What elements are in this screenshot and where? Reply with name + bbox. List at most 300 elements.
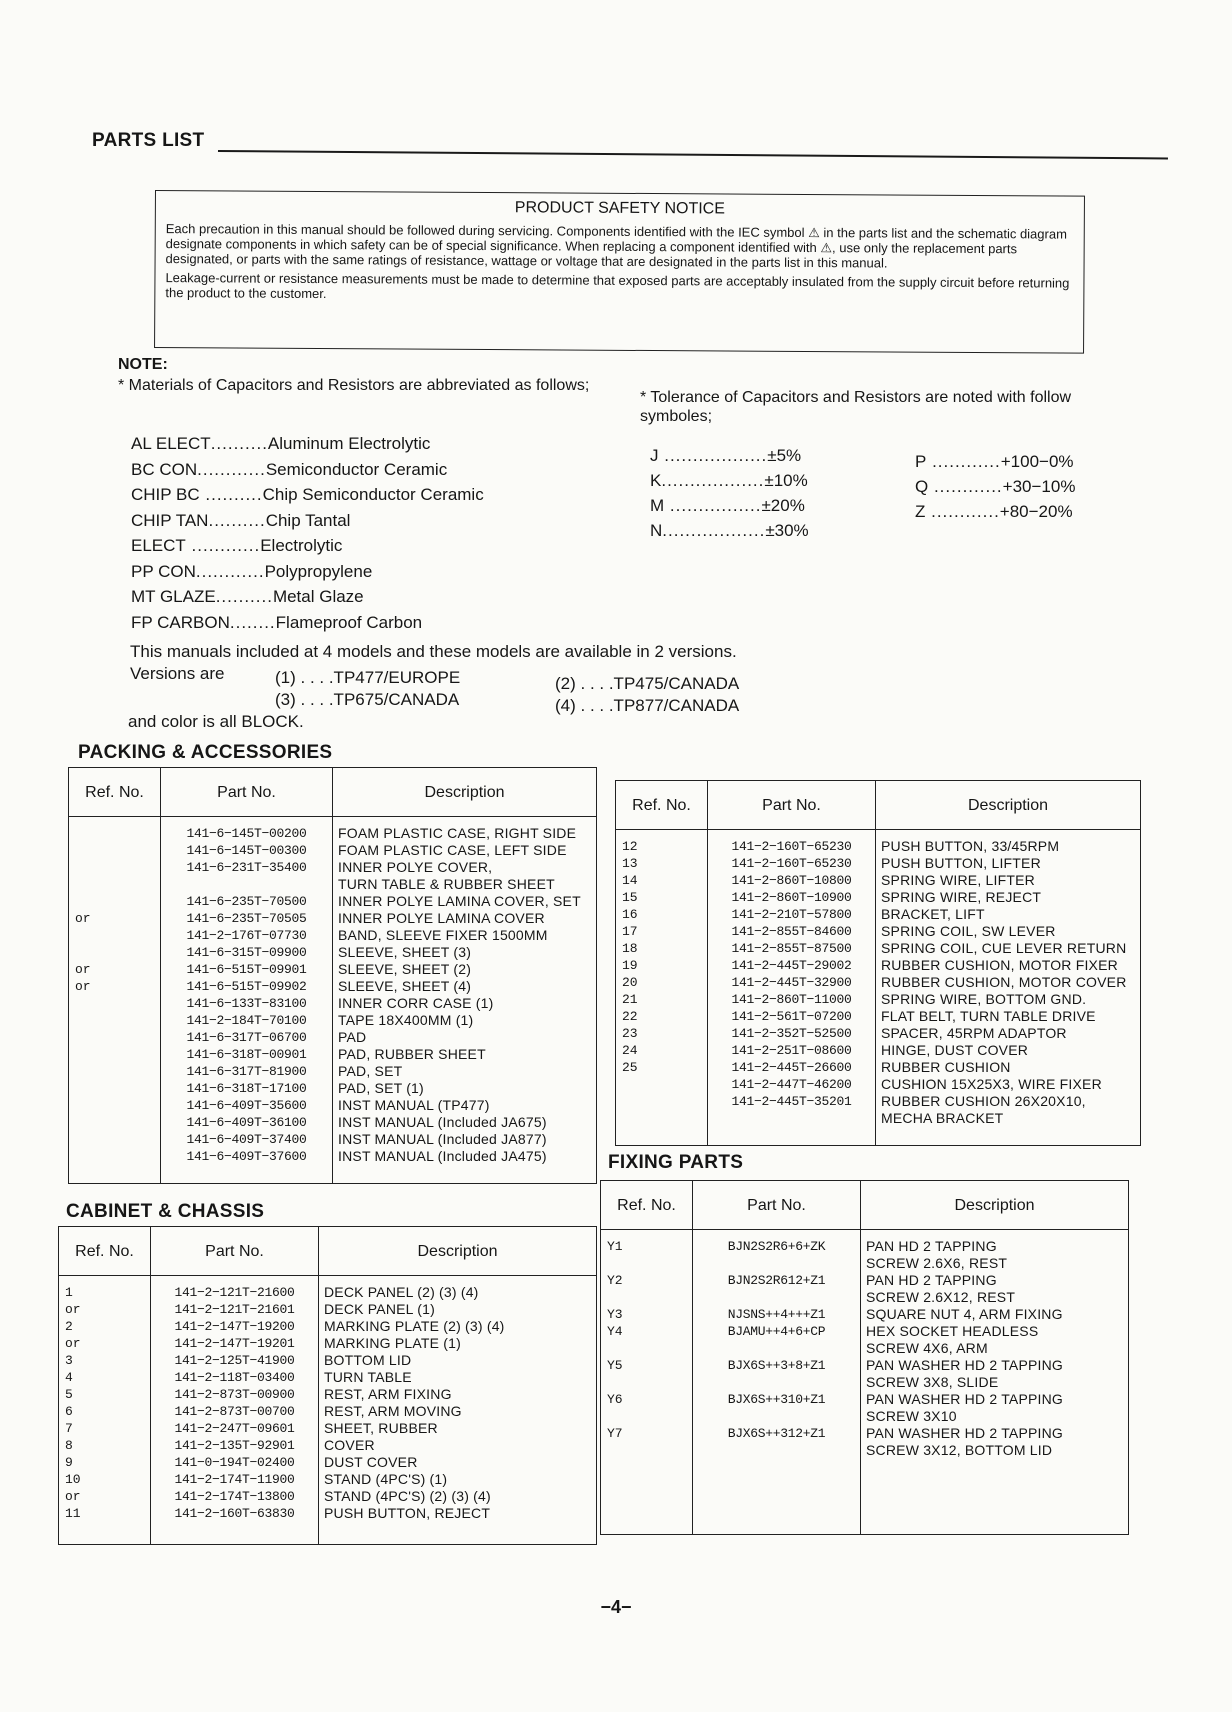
description-cell: FLAT BELT, TURN TABLE DRIVE xyxy=(876,1008,1141,1025)
part-number-cell: 141−2−176T−07730 xyxy=(161,927,333,944)
fixing-title: FIXING PARTS xyxy=(608,1152,744,1173)
part-number-cell: NJSNS++4+++Z1 xyxy=(693,1306,861,1323)
ref-cell xyxy=(69,825,161,842)
parts-list-title: PARTS LIST xyxy=(92,130,205,151)
table-row xyxy=(616,940,1141,957)
part-number-cell: 141−2−174T−13800 xyxy=(151,1488,319,1505)
table-filler-cell xyxy=(333,1165,597,1184)
part-number-cell: 141−2−860T−11000 xyxy=(708,991,876,1008)
ref-header: Ref. No. xyxy=(616,781,708,830)
table-row xyxy=(69,961,597,978)
abbreviation-code: FP CARBON xyxy=(131,612,230,632)
tolerance-dots: ................ xyxy=(664,496,762,515)
table-row xyxy=(601,1238,1129,1255)
ref-cell xyxy=(69,944,161,961)
part-number-cell: 141−2−121T−21601 xyxy=(151,1301,319,1318)
ref-cell: 13 xyxy=(616,855,708,872)
table-row xyxy=(601,1442,1129,1459)
ref-cell: 19 xyxy=(616,957,708,974)
description-cell: HEX SOCKET HEADLESS xyxy=(861,1323,1129,1340)
table-spacer-row xyxy=(601,1230,1129,1239)
table-spacer-cell xyxy=(708,830,876,839)
description-cell: SPRING COIL, CUE LEVER RETURN xyxy=(876,940,1141,957)
abbreviation-code: AL ELECT xyxy=(131,434,211,453)
part-number-cell: 141−2−160T−63830 xyxy=(151,1505,319,1522)
tolerance-dots: ............ xyxy=(928,477,1003,496)
description-cell: BAND, SLEEVE FIXER 1500MM xyxy=(333,927,597,944)
abbreviation-dots: .......... xyxy=(199,485,263,504)
ref-cell: 17 xyxy=(616,923,708,940)
part-number-cell: BJX6S++310+Z1 xyxy=(693,1391,861,1408)
version-2: (2) . . . .TP475/CANADA xyxy=(555,674,740,693)
tolerance-row xyxy=(915,452,1074,472)
table-filler-row xyxy=(616,1127,1141,1146)
description-cell: FOAM PLASTIC CASE, LEFT SIDE xyxy=(333,842,597,859)
abbreviation-dots: ............ xyxy=(195,561,265,581)
description-cell: TAPE 18X400MM (1) xyxy=(333,1012,597,1029)
table-row xyxy=(69,1063,597,1080)
part-header: Part No. xyxy=(708,781,876,830)
part-number-cell: 141−6−409T−37400 xyxy=(161,1131,333,1148)
ref-cell xyxy=(69,876,161,893)
parts-list-rule xyxy=(218,150,1168,159)
ref-cell: 3 xyxy=(59,1352,151,1369)
ref-header: Ref. No. xyxy=(601,1181,693,1230)
table-spacer-cell xyxy=(861,1230,1129,1239)
part-number-cell: 141−6−315T−09900 xyxy=(161,944,333,961)
ref-cell xyxy=(616,1110,708,1127)
ref-cell xyxy=(69,1029,161,1046)
table-row xyxy=(616,1059,1141,1076)
ref-cell: or xyxy=(59,1488,151,1505)
ref-cell xyxy=(601,1374,693,1391)
table-spacer-cell xyxy=(151,1276,319,1285)
description-cell: COVER xyxy=(319,1437,597,1454)
part-number-cell: 141−2−147T−19200 xyxy=(151,1318,319,1335)
abbreviation-row xyxy=(131,485,484,505)
part-number-cell: 141−6−409T−37600 xyxy=(161,1148,333,1165)
abbreviation-meaning: Semiconductor Ceramic xyxy=(265,459,448,479)
part-number-cell: 141−2−251T−08600 xyxy=(708,1042,876,1059)
table-spacer-cell xyxy=(601,1230,693,1239)
ref-cell: 22 xyxy=(616,1008,708,1025)
ref-cell xyxy=(69,1148,161,1165)
table-filler-cell xyxy=(151,1522,319,1545)
part-number-cell: 141−2−247T−09601 xyxy=(151,1420,319,1437)
ref-cell: 11 xyxy=(59,1505,151,1522)
table-row xyxy=(616,1025,1141,1042)
ref-cell: or xyxy=(69,978,161,995)
ref-cell: 12 xyxy=(616,838,708,855)
part-number-cell: 141−2−860T−10800 xyxy=(708,872,876,889)
table-row xyxy=(601,1289,1129,1306)
part-number-cell: 141−6−133T−83100 xyxy=(161,995,333,1012)
table-spacer-row xyxy=(69,817,597,826)
table-row xyxy=(69,1131,597,1148)
description-header: Description xyxy=(319,1227,597,1276)
ref-cell xyxy=(601,1289,693,1306)
table-row xyxy=(69,978,597,995)
part-number-cell: 141−2−873T−00900 xyxy=(151,1386,319,1403)
part-number-cell: 141−2−447T−46200 xyxy=(708,1076,876,1093)
abbreviation-dots: .......... xyxy=(208,510,266,530)
table-row xyxy=(601,1357,1129,1374)
table-row xyxy=(69,825,597,842)
safety-notice-box xyxy=(154,190,1085,354)
version-3: (3) . . . .TP675/CANADA xyxy=(275,690,460,709)
table-row xyxy=(59,1505,597,1522)
ref-cell xyxy=(69,842,161,859)
table-row xyxy=(601,1425,1129,1442)
ref-cell xyxy=(69,1114,161,1131)
abbreviation-dots: ............ xyxy=(197,459,266,479)
tolerance-code: N xyxy=(650,521,663,540)
part-number-cell: 141−2−160T−65230 xyxy=(708,838,876,855)
part-number-cell: 141−6−515T−09902 xyxy=(161,978,333,995)
table-row xyxy=(59,1454,597,1471)
tolerance-dots: .................. xyxy=(662,521,766,540)
description-cell: INST MANUAL (Included JA675) xyxy=(333,1114,597,1131)
part-number-cell: BJN2S2R6+6+ZK xyxy=(693,1238,861,1255)
table-row xyxy=(69,1029,597,1046)
ref-cell xyxy=(69,1097,161,1114)
description-cell: RUBBER CUSHION, MOTOR FIXER xyxy=(876,957,1141,974)
ref-cell: 5 xyxy=(59,1386,151,1403)
ref-cell: 10 xyxy=(59,1471,151,1488)
description-cell: INNER POLYE LAMINA COVER xyxy=(333,910,597,927)
table-row xyxy=(69,1097,597,1114)
table-row xyxy=(69,927,597,944)
part-number-cell: 141−2−160T−65230 xyxy=(708,855,876,872)
ref-cell: or xyxy=(59,1301,151,1318)
part-number-cell: 141−6−145T−00200 xyxy=(161,825,333,842)
description-header: Description xyxy=(861,1181,1129,1230)
table-row xyxy=(616,855,1141,872)
description-cell: SCREW 2.6X6, REST xyxy=(861,1255,1129,1272)
part-number-cell: BJX6S++312+Z1 xyxy=(693,1425,861,1442)
description-cell: SPRING WIRE, LIFTER xyxy=(876,872,1141,889)
tolerance-value: ±5% xyxy=(767,446,802,465)
ref-cell: Y4 xyxy=(601,1323,693,1340)
table-spacer-cell xyxy=(59,1276,151,1285)
table-filler-cell xyxy=(319,1522,597,1545)
table-row xyxy=(616,872,1141,889)
part-number-cell: 141−2−873T−00700 xyxy=(151,1403,319,1420)
tolerance-code: Z xyxy=(915,502,926,521)
part-number-cell xyxy=(693,1289,861,1306)
abbreviation-row xyxy=(131,613,422,633)
part-number-cell: 141−6−409T−35600 xyxy=(161,1097,333,1114)
ref-cell: or xyxy=(69,910,161,927)
ref-cell xyxy=(69,1080,161,1097)
part-number-cell: 141−6−409T−36100 xyxy=(161,1114,333,1131)
table-row xyxy=(69,1046,597,1063)
table-row xyxy=(69,1114,597,1131)
part-number-cell: 141−6−317T−81900 xyxy=(161,1063,333,1080)
part-number-cell: 141−2−445T−26600 xyxy=(708,1059,876,1076)
ref-cell: Y3 xyxy=(601,1306,693,1323)
abbreviation-code: CHIP BC xyxy=(131,485,200,504)
table-row xyxy=(601,1255,1129,1272)
abbreviation-code: MT GLAZE xyxy=(131,587,216,606)
part-header: Part No. xyxy=(161,768,333,817)
tolerance-code: J xyxy=(650,446,659,465)
description-cell: INST MANUAL (TP477) xyxy=(333,1097,597,1114)
ref-cell: 4 xyxy=(59,1369,151,1386)
tolerance-value: ±20% xyxy=(761,496,805,515)
part-number-cell: 141−2−445T−35201 xyxy=(708,1093,876,1110)
table-spacer-cell xyxy=(693,1230,861,1239)
description-cell: INST MANUAL (Included JA877) xyxy=(333,1131,597,1148)
tolerance-row xyxy=(915,477,1075,497)
abbreviation-row xyxy=(131,460,447,480)
table-row xyxy=(616,923,1141,940)
table-row xyxy=(59,1335,597,1352)
part-number-cell: 141−6−145T−00300 xyxy=(161,842,333,859)
table-filler-cell xyxy=(861,1459,1129,1535)
description-cell: DECK PANEL (1) xyxy=(319,1301,597,1318)
description-cell: MARKING PLATE (2) (3) (4) xyxy=(319,1318,597,1335)
tolerance-code: K xyxy=(650,471,662,490)
table-row xyxy=(59,1369,597,1386)
description-cell: SQUARE NUT 4, ARM FIXING xyxy=(861,1306,1129,1323)
abbreviation-row xyxy=(131,434,430,454)
cabinet-table xyxy=(58,1226,597,1545)
ref-header: Ref. No. xyxy=(69,768,161,817)
ref-cell: Y2 xyxy=(601,1272,693,1289)
description-cell: DUST COVER xyxy=(319,1454,597,1471)
ref-cell: or xyxy=(69,961,161,978)
table-row xyxy=(601,1272,1129,1289)
ref-cell: 16 xyxy=(616,906,708,923)
table-row xyxy=(69,1080,597,1097)
part-number-cell: 141−2−125T−41900 xyxy=(151,1352,319,1369)
table-filler-cell xyxy=(161,1165,333,1184)
ref-cell: Y7 xyxy=(601,1425,693,1442)
part-number-cell xyxy=(693,1442,861,1459)
part-number-cell: 141−2−118T−03400 xyxy=(151,1369,319,1386)
part-number-cell: 141−2−121T−21600 xyxy=(151,1284,319,1301)
models-text: This manuals included at 4 models and these models are available in 2 versions. xyxy=(130,642,737,661)
part-number-cell: 141−2−184T−70100 xyxy=(161,1012,333,1029)
abbreviation-code: ELECT xyxy=(131,536,186,555)
ref-cell xyxy=(601,1408,693,1425)
table-spacer-cell xyxy=(161,817,333,826)
version-4: (4) . . . .TP877/CANADA xyxy=(555,696,740,715)
tolerance-value: +80−20% xyxy=(999,502,1073,521)
materials-note: * Materials of Capacitors and Resistors are abbreviated as follows; xyxy=(118,377,590,394)
table-spacer-cell xyxy=(876,830,1141,839)
part-number-cell: 141−6−235T−70500 xyxy=(161,893,333,910)
part-number-cell xyxy=(693,1255,861,1272)
description-cell: PAN WASHER HD 2 TAPPING xyxy=(861,1425,1129,1442)
table-filler-cell xyxy=(59,1522,151,1545)
table-row xyxy=(616,974,1141,991)
description-cell: REST, ARM MOVING xyxy=(319,1403,597,1420)
ref-cell: 15 xyxy=(616,889,708,906)
ref-cell xyxy=(69,859,161,876)
table-spacer-cell xyxy=(319,1276,597,1285)
description-cell: STAND (4PC'S) (2) (3) (4) xyxy=(319,1488,597,1505)
table-row xyxy=(616,838,1141,855)
table-filler-row xyxy=(69,1165,597,1184)
table-row xyxy=(59,1318,597,1335)
description-cell: PAD, RUBBER SHEET xyxy=(333,1046,597,1063)
table-spacer-cell xyxy=(69,817,161,826)
description-cell: RUBBER CUSHION xyxy=(876,1059,1141,1076)
table-row xyxy=(616,1042,1141,1059)
description-cell: REST, ARM FIXING xyxy=(319,1386,597,1403)
part-number-cell xyxy=(693,1374,861,1391)
safety-notice-paragraph-1: Each precaution in this manual should be followed during servicing. Components identified with the IEC symbol ⚠ in the parts list and the schematic diagram designate components in which safety can be of special significance. When replacing a component identified with ⚠, use only the replacement parts designated, or parts with the same ratings of resistance, wattage or voltage that are designated in the parts list in this manual. xyxy=(165,221,1067,271)
part-number-cell: 141−6−318T−00901 xyxy=(161,1046,333,1063)
table-row xyxy=(616,991,1141,1008)
part-number-cell: 141−2−210T−57800 xyxy=(708,906,876,923)
tolerance-value: ±10% xyxy=(764,471,808,490)
description-cell: PUSH BUTTON, REJECT xyxy=(319,1505,597,1522)
table-filler-cell xyxy=(601,1459,693,1535)
description-cell: SLEEVE, SHEET (3) xyxy=(333,944,597,961)
ref-cell: 18 xyxy=(616,940,708,957)
ref-cell xyxy=(69,1012,161,1029)
tolerance-row xyxy=(915,502,1073,522)
description-cell: PUSH BUTTON, LIFTER xyxy=(876,855,1141,872)
description-cell: PAN HD 2 TAPPING xyxy=(861,1272,1129,1289)
abbreviation-code: BC CON xyxy=(131,459,198,479)
part-number-cell: 141−6−235T−70505 xyxy=(161,910,333,927)
version-1: (1) . . . .TP477/EUROPE xyxy=(275,668,461,687)
cabinet-title: CABINET & CHASSIS xyxy=(66,1201,265,1222)
abbreviation-dots: ........ xyxy=(229,612,276,632)
part-number-cell: BJAMU++4+6+CP xyxy=(693,1323,861,1340)
part-number-cell: 141−2−352T−52500 xyxy=(708,1025,876,1042)
ref-cell: or xyxy=(59,1335,151,1352)
part-number-cell: BJN2S2R612+Z1 xyxy=(693,1272,861,1289)
tolerance-value: +100−0% xyxy=(1000,452,1074,471)
tolerance-note: * Tolerance of Capacitors and Resistors are noted with follow symboles; xyxy=(640,389,1072,425)
part-number-cell: 141−2−174T−11900 xyxy=(151,1471,319,1488)
description-cell: PAD, SET xyxy=(333,1063,597,1080)
tolerance-row xyxy=(650,521,809,541)
description-cell: SPACER, 45RPM ADAPTOR xyxy=(876,1025,1141,1042)
part-number-cell: 141−0−194T−02400 xyxy=(151,1454,319,1471)
description-cell: RUBBER CUSHION 26X20X10, xyxy=(876,1093,1141,1110)
part-number-cell xyxy=(693,1340,861,1357)
description-cell: INNER POLYE LAMINA COVER, SET xyxy=(333,893,597,910)
packing-title: PACKING & ACCESSORIES xyxy=(78,742,333,763)
part-number-cell: 141−2−561T−07200 xyxy=(708,1008,876,1025)
description-cell: SCREW 3X12, BOTTOM LID xyxy=(861,1442,1129,1459)
ref-cell: 14 xyxy=(616,872,708,889)
description-cell: PAN HD 2 TAPPING xyxy=(861,1238,1129,1255)
table-row xyxy=(601,1323,1129,1340)
abbreviation-meaning: Aluminum Electrolytic xyxy=(267,434,431,453)
description-cell: SLEEVE, SHEET (2) xyxy=(333,961,597,978)
part-header: Part No. xyxy=(693,1181,861,1230)
ref-cell: 23 xyxy=(616,1025,708,1042)
table-row xyxy=(69,859,597,876)
table-spacer-row xyxy=(616,830,1141,839)
table-filler-row xyxy=(59,1522,597,1545)
description-cell: SPRING COIL, SW LEVER xyxy=(876,923,1141,940)
description-cell: BOTTOM LID xyxy=(319,1352,597,1369)
ref-cell xyxy=(69,1131,161,1148)
part-number-cell: 141−2−135T−92901 xyxy=(151,1437,319,1454)
abbreviation-row xyxy=(131,536,342,556)
description-cell: BRACKET, LIFT xyxy=(876,906,1141,923)
table-row xyxy=(59,1403,597,1420)
abbreviation-dots: .......... xyxy=(210,434,268,453)
table-filler-cell xyxy=(876,1127,1141,1146)
ref-cell xyxy=(69,893,161,910)
ref-cell: 20 xyxy=(616,974,708,991)
safety-notice-paragraph-2: Leakage-current or resistance measurements must be made to determine that exposed parts are acceptably insulated from the supply circuit before returning the product to the customer. xyxy=(165,270,1070,302)
description-cell: INNER POLYE COVER, xyxy=(333,859,597,876)
table-row xyxy=(601,1391,1129,1408)
description-cell: INNER CORR CASE (1) xyxy=(333,995,597,1012)
abbreviation-dots: ............ xyxy=(185,536,261,555)
table-row xyxy=(69,1012,597,1029)
table-row xyxy=(601,1408,1129,1425)
part-number-cell: 141−2−860T−10900 xyxy=(708,889,876,906)
table-row xyxy=(69,995,597,1012)
ref-cell xyxy=(69,995,161,1012)
description-header: Description xyxy=(333,768,597,817)
part-number-cell: 141−2−445T−32900 xyxy=(708,974,876,991)
table-row xyxy=(601,1340,1129,1357)
table-row xyxy=(616,1093,1141,1110)
tolerance-row xyxy=(650,496,805,516)
ref-cell: 2 xyxy=(59,1318,151,1335)
table-row xyxy=(69,944,597,961)
ref-cell: Y6 xyxy=(601,1391,693,1408)
ref-header: Ref. No. xyxy=(59,1227,151,1276)
ref-cell: 1 xyxy=(59,1284,151,1301)
table-row xyxy=(59,1386,597,1403)
part-number-cell: 141−2−147T−19201 xyxy=(151,1335,319,1352)
part-number-cell: 141−6−231T−35400 xyxy=(161,859,333,876)
tolerance-code: Q xyxy=(915,477,929,496)
tolerance-dots: ............ xyxy=(926,452,1001,471)
description-cell: SPRING WIRE, BOTTOM GND. xyxy=(876,991,1141,1008)
table-row xyxy=(59,1301,597,1318)
description-cell: DECK PANEL (2) (3) (4) xyxy=(319,1284,597,1301)
description-cell: TURN TABLE & RUBBER SHEET xyxy=(333,876,597,893)
ref-cell xyxy=(601,1340,693,1357)
part-number-cell: 141−2−855T−84600 xyxy=(708,923,876,940)
part-header: Part No. xyxy=(151,1227,319,1276)
color-text: and color is all BLOCK. xyxy=(128,712,304,731)
description-cell: PAN WASHER HD 2 TAPPING xyxy=(861,1391,1129,1408)
table-row xyxy=(59,1471,597,1488)
abbreviation-code: PP CON xyxy=(131,561,196,581)
tolerance-code: P xyxy=(915,452,927,471)
description-cell: SLEEVE, SHEET (4) xyxy=(333,978,597,995)
description-cell: PUSH BUTTON, 33/45RPM xyxy=(876,838,1141,855)
description-cell: SCREW 3X8, SLIDE xyxy=(861,1374,1129,1391)
table-spacer-cell xyxy=(616,830,708,839)
table-row xyxy=(69,1148,597,1165)
description-cell: RUBBER CUSHION, MOTOR COVER xyxy=(876,974,1141,991)
part-number-cell: 141−6−317T−06700 xyxy=(161,1029,333,1046)
packing-table xyxy=(68,767,597,1184)
table-spacer-cell xyxy=(333,817,597,826)
description-cell: SPRING WIRE, REJECT xyxy=(876,889,1141,906)
tolerance-dots: .................. xyxy=(658,446,768,465)
tolerance-value: +30−10% xyxy=(1002,477,1076,496)
tolerance-dots: ............ xyxy=(925,502,1000,521)
description-cell: SCREW 2.6X12, REST xyxy=(861,1289,1129,1306)
